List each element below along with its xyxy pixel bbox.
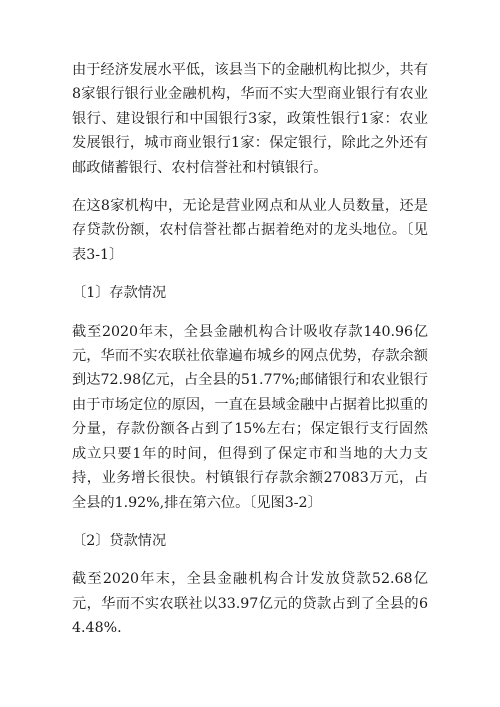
paragraph-gap [72, 180, 428, 194]
paragraph-gap [72, 306, 428, 320]
paragraph-institutions-overview: 由于经济发展水平低，该县当下的金融机构比拟少，共有8家银行银行业金融机构，华而不实大型商业银行有农业银行、建设银行和中国银行3家，政策性银行1家：农业发展银行，城市商业银行1家：保定银行，除此之外还有邮政储蓄银行、农村信誉社和村镇银行。 [72, 62, 428, 176]
paragraph-deposits-detail: 截至2020年末，全县金融机构合计吸收存款140.96亿元，华而不实农联社依靠遍布城乡的网点优势，存款余额到达72.98亿元，占全县的51.77%;邮储银行和农业银行由于市场定位的原因，一直在县域金融中占据着比拟重的分量，存款份额各占到了15%左右；保定银行支行固然成立只要1年的时间，但得到了保定市和当地的大力支持，业务增长很快。村镇银行存款余额27083万元，占全县的1.92%,排在第六位。〔见图3-2〕 [72, 323, 428, 511]
paragraph-market-position: 在这8家机构中，无论是营业网点和从业人员数量，还是存贷款份额，农村信誉社都占据着绝对的龙头地位。〔见表3-1〕 [72, 198, 428, 263]
paragraph-gap [72, 267, 428, 281]
paragraph-gap [72, 553, 428, 567]
paragraph-gap [72, 515, 428, 529]
paragraph-loans-detail: 截至2020年末，全县金融机构合计发放贷款52.68亿元，华而不实农联社以33.97亿元的贷款占到了全县的64.48%. [72, 571, 428, 637]
heading-loans: 〔2〕贷款情况 [72, 532, 167, 549]
heading-deposits: 〔1〕存款情况 [72, 285, 167, 302]
